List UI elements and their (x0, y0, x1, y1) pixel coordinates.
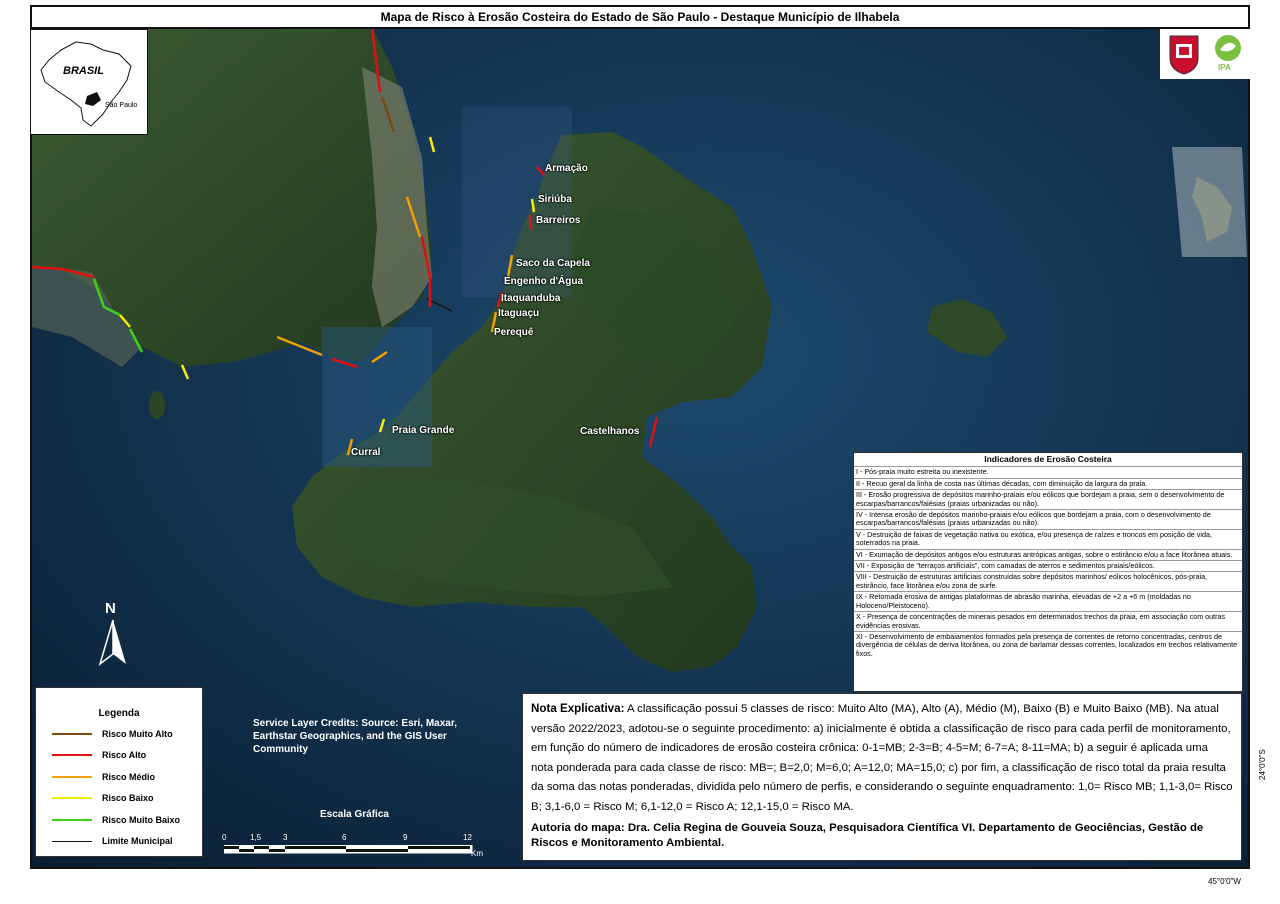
indicator-item: IV - Intensa erosão de depósitos marinho-praiais e/ou eólicos que bordejam a praia, com o desenvolvimento de escarpas/barrancos/falésias (praias urbanizadas ou não). (854, 510, 1242, 530)
north-arrow-icon (96, 618, 130, 670)
legend-item (36, 723, 202, 745)
beach-label-saco-da-capela: Saco da Capela (516, 258, 590, 269)
legend-item (36, 788, 202, 810)
beach-label-praia-grande: Praia Grande (392, 425, 455, 436)
beach-label-engenho-dagua: Engenho d'Água (504, 276, 584, 287)
inset-state-label: São Paulo (105, 102, 138, 109)
brazil-outline-icon (31, 30, 147, 134)
note-heading: Nota Explicativa: (531, 702, 625, 715)
risk-line-alto (530, 215, 531, 229)
note-author: Autoria do mapa: Dra. Celia Regina de Gouveia Souza, Pesquisadora Científica VI. Departamento de Geociências, Gestão de Riscos e Monitoramento Ambiental. (531, 822, 1204, 849)
imagery-patch (322, 327, 432, 467)
indicator-item: I - Pós-praia muito estreita ou inexistente. (854, 467, 1242, 478)
legend-item (36, 766, 202, 788)
beach-label-itaquanduba: Itaquanduba (501, 293, 561, 304)
north-arrow (96, 600, 130, 670)
cloud-patch (1172, 147, 1247, 257)
legend-label: Risco Baixo (102, 793, 154, 804)
scale-tick: 9 (403, 833, 408, 842)
legend-swatch (52, 754, 92, 756)
beach-label-castelhanos: Castelhanos (580, 426, 640, 437)
legend-label: Risco Muito Baixo (102, 814, 181, 825)
inset-country-label: BRASIL (63, 65, 104, 77)
legend-box (35, 687, 203, 857)
beach-label-armacao: Armação (545, 163, 588, 174)
indicator-item: IX - Retomada erosiva de antigas plataformas de abrasão marinha, elevadas de +2 a +6 m (moldadas no Holoceno/Pleistoceno). (854, 592, 1242, 612)
indicator-item: III - Erosão progressiva de depósitos marinho-praiais e/ou eólicos que bordejam a praia, sem o desenvolvimento de escarpas/barrancos/falésias (praias urbanizadas ou não). (854, 490, 1242, 510)
scale-tick: 12 (463, 833, 472, 842)
indicator-item: VIII - Destruição de estruturas artificiais construídas sobre depósitos marinhos/ eólicos holocênicos, pós-praia, estirâncio, face litorânea e/ou zona de surfe. (854, 572, 1242, 592)
ipa-logo-text: IPA (1218, 63, 1231, 72)
islet (149, 391, 165, 419)
scale-tick: 6 (342, 833, 347, 842)
legend-title: Legenda (98, 708, 140, 719)
legend-swatch (52, 776, 92, 778)
erosion-indicators-box (853, 452, 1243, 692)
scale-tick: 0 (222, 833, 227, 842)
indicator-item: VII - Exposição de "terraços artificiais", com camadas de aterros e sedimentos praiais/eólicos. (854, 561, 1242, 572)
explanatory-note (522, 693, 1242, 861)
scale-bar (220, 805, 490, 860)
beach-label-itaguacu: Itaguaçu (498, 308, 540, 319)
legend-item (36, 831, 202, 853)
north-label: N (105, 600, 116, 617)
scale-tick: 3 (283, 833, 288, 842)
legend-item (36, 745, 202, 767)
legend-swatch (52, 733, 92, 735)
logos-area (1160, 29, 1250, 79)
beach-label-barreiros: Barreiros (536, 215, 581, 226)
indicator-item: II - Recuo geral da linha de costa nas últimas décadas, com diminuição da largura da praia. (854, 479, 1242, 490)
sp-state-coat-of-arms-icon (1164, 32, 1204, 76)
longitude-label: 45°0'0"W (1208, 877, 1241, 886)
beach-label-curral: Curral (351, 447, 381, 458)
beach-label-pereque: Perequê (494, 327, 534, 338)
service-credits: Service Layer Credits: Source: Esri, Maxar, Earthstar Geographics, and the GIS User Community (253, 718, 457, 755)
scale-bar-graphic (224, 845, 474, 855)
scale-unit: Km (471, 849, 483, 858)
note-body: A classificação possui 5 classes de risco: Muito Alto (MA), Alto (A), Médio (M), Baixo (B) e Muito Baixo (MB). Na atual versão 2022/2023, adotou-se o seguinte procedimento: a) inicialmente é obtida a classificação de risco para cada perfil de monitoramento, em função do número de indicadores de erosão costeira crônica: 0-1=MB; 2-3=B; 4-5=M; 6-7=A; 8-11=MA; b) a seguir é aplicada uma nota ponderada para cada classe de risco: MB=; B=2,0; M=6,0; A=12,0; MA=15,0; c) por fim, a classificação de risco total da praia resulta da soma das notas ponderadas, dividida pelo número de perfis, e considerando o seguinte enquadramento: 1,0= Risco MB; 1,1-3,0= Risco B; 3,1-6,0 = Risco M; 6,1-12,0 = Risco A; 12,1-15,0 = Risco MA. (531, 703, 1233, 813)
legend-label: Limite Municipal (102, 836, 173, 847)
legend-label: Risco Médio (102, 771, 156, 782)
indicator-item: V - Destruição de faixas de vegetação nativa ou exótica, e/ou presença de raízes e troncos em posição de vida, soterrados na praia. (854, 530, 1242, 550)
indicator-item: X - Presença de concentrações de minerais pesados em determinados trechos da praia, em associação com outras evidências erosivas. (854, 612, 1242, 632)
map-title: Mapa de Risco à Erosão Costeira do Estado de São Paulo - Destaque Município de Ilhabela (30, 5, 1250, 29)
beach-label-siriuba: Siriúba (538, 194, 572, 205)
legend-label: Risco Muito Alto (102, 728, 173, 739)
scale-tick: 1,5 (250, 833, 262, 842)
legend-item (36, 809, 202, 831)
latitude-label: 24°0'0"S (1258, 749, 1267, 780)
indicator-item: VI - Exumação de depósitos antigos e/ou estruturas antrópicas antigas, sobre o estirâncio e/ou a face litorânea atuais. (854, 550, 1242, 561)
scale-title: Escala Gráfica (320, 809, 389, 820)
legend-label: Risco Alto (102, 750, 147, 761)
legend-swatch (52, 841, 92, 842)
legend-swatch (52, 819, 92, 821)
brazil-inset-map (30, 29, 148, 135)
legend-swatch (52, 797, 92, 799)
indicator-item: XI - Desenvolvimento de embaiamentos formados pela presença de correntes de retorno concentradas, centros de divergência de células de deriva litorânea, ou zona de barlamar dessas correntes, localizados em trechos relativamente fixos. (856, 631, 1238, 658)
indicators-title: Indicadores de Erosão Costeira (854, 453, 1242, 467)
